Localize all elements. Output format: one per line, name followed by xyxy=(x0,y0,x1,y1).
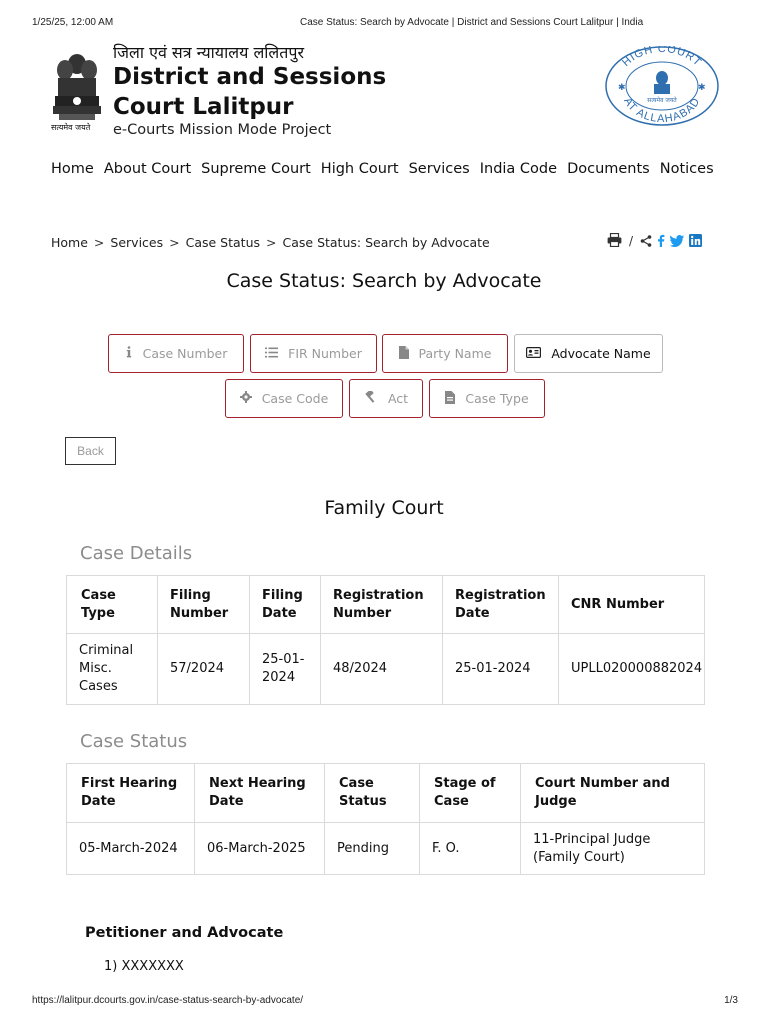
share-tools xyxy=(607,233,702,249)
breadcrumb-separator: > xyxy=(169,235,180,250)
breadcrumb-case-status[interactable]: Case Status xyxy=(185,235,261,250)
table-cell: Criminal Misc. Cases xyxy=(67,634,158,705)
column-header: Filing Date xyxy=(250,576,321,634)
gear-icon xyxy=(240,391,252,406)
case-status-table xyxy=(66,763,705,875)
print-date: 1/25/25, 12:00 AM xyxy=(32,17,114,28)
column-header: Registration Date xyxy=(443,576,559,634)
high-court-seal-logo xyxy=(604,46,720,126)
table-cell: F. O. xyxy=(420,823,521,875)
svg-text:✱: ✱ xyxy=(618,83,626,93)
gavel-icon xyxy=(364,391,378,406)
table-header-row xyxy=(67,764,705,823)
list-icon xyxy=(265,346,278,361)
column-header: First Hearing Date xyxy=(67,764,195,823)
tab-label: FIR Number xyxy=(288,346,362,361)
tab-advocate-name[interactable] xyxy=(514,334,663,373)
column-header: CNR Number xyxy=(559,576,705,634)
breadcrumb-separator: > xyxy=(266,235,277,250)
tab-case-number[interactable] xyxy=(108,334,244,373)
nav-about-court[interactable]: About Court xyxy=(103,161,192,177)
seal-motto: सत्यमेव जयते xyxy=(647,97,677,104)
column-header: Registration Number xyxy=(321,576,443,634)
share-slash: / xyxy=(629,234,634,248)
seal-text-bottom: AT ALLAHABAD xyxy=(621,95,703,126)
tab-party-name[interactable] xyxy=(382,334,508,373)
breadcrumb-services[interactable]: Services xyxy=(110,235,164,250)
tab-label: Case Type xyxy=(465,391,529,406)
document-icon xyxy=(445,391,455,407)
nav-supreme-court[interactable]: Supreme Court xyxy=(201,161,311,177)
table-cell: 25-01-2024 xyxy=(443,634,559,705)
table-header-row xyxy=(67,576,705,634)
print-header xyxy=(32,17,738,29)
breadcrumb-separator: > xyxy=(93,235,105,250)
tab-case-code[interactable] xyxy=(225,379,343,418)
column-header: Stage of Case xyxy=(420,764,521,823)
tab-label: Party Name xyxy=(418,346,492,361)
table-row xyxy=(67,634,705,705)
main-nav xyxy=(51,161,714,177)
court-title-hindi: जिला एवं सत्र न्यायालय ललितपुर xyxy=(113,43,305,62)
table-cell: 05-March-2024 xyxy=(67,823,195,875)
info-icon xyxy=(125,346,133,361)
nav-india-code[interactable]: India Code xyxy=(479,161,558,177)
print-doc-title: Case Status: Search by Advocate | District and Sessions Court Lalitpur | India xyxy=(300,17,644,28)
svg-text:HIGH COURT xyxy=(620,46,704,69)
case-details-table xyxy=(66,575,705,705)
tab-case-type[interactable] xyxy=(429,379,545,418)
tab-label: Case Code xyxy=(261,391,329,406)
petitioner-item: 1) XXXXXXX xyxy=(104,959,184,974)
table-cell: 48/2024 xyxy=(321,634,443,705)
nav-high-court[interactable]: High Court xyxy=(320,161,399,177)
back-button[interactable]: Back xyxy=(65,437,116,465)
column-header: Next Hearing Date xyxy=(195,764,325,823)
linkedin-icon[interactable] xyxy=(689,232,702,251)
court-title: District and Sessions Court Lalitpur xyxy=(113,64,387,120)
project-subtitle: e-Courts Mission Mode Project xyxy=(113,122,332,138)
breadcrumb-home[interactable]: Home xyxy=(51,235,88,250)
table-row xyxy=(67,823,705,875)
column-header: Filing Number xyxy=(158,576,250,634)
breadcrumb xyxy=(51,235,490,250)
file-icon xyxy=(399,346,409,362)
national-emblem-logo xyxy=(49,50,105,136)
seal-text-top: HIGH COURT xyxy=(620,46,704,70)
print-icon[interactable] xyxy=(607,232,622,251)
id-card-icon xyxy=(526,346,541,361)
table-cell: 11-Principal Judge (Family Court) xyxy=(521,823,705,875)
case-details-heading: Case Details xyxy=(80,543,193,564)
case-status-heading: Case Status xyxy=(80,731,188,752)
print-url: https://lalitpur.dcourts.gov.in/case-status-search-by-advocate/ xyxy=(32,995,304,1006)
tab-label: Case Number xyxy=(142,346,228,361)
twitter-icon[interactable] xyxy=(670,232,684,251)
court-name-heading: Family Court xyxy=(324,497,444,519)
svg-text:✱: ✱ xyxy=(698,83,706,93)
tab-label: Advocate Name xyxy=(551,346,651,361)
emblem-motto: सत्यमेव जयते xyxy=(51,123,91,132)
breadcrumb-current: Case Status: Search by Advocate xyxy=(282,235,490,250)
facebook-icon[interactable] xyxy=(657,232,665,251)
tab-label: Act xyxy=(387,391,409,406)
table-cell: 25-01-2024 xyxy=(250,634,321,705)
nav-home[interactable]: Home xyxy=(51,161,94,177)
table-cell: UPLL020000882024 xyxy=(559,634,705,705)
column-header: Court Number and Judge xyxy=(521,764,705,823)
nav-services[interactable]: Services xyxy=(408,161,470,177)
print-footer xyxy=(32,995,738,1007)
share-icon[interactable] xyxy=(640,232,652,251)
petitioner-heading: Petitioner and Advocate xyxy=(85,925,284,941)
column-header: Case Type xyxy=(67,576,158,634)
nav-notices[interactable]: Notices xyxy=(659,161,714,177)
column-header: Case Status xyxy=(325,764,420,823)
page-title: Case Status: Search by Advocate xyxy=(226,270,542,292)
table-cell: Pending xyxy=(325,823,420,875)
table-cell: 57/2024 xyxy=(158,634,250,705)
table-cell: 06-March-2025 xyxy=(195,823,325,875)
print-page-number: 1/3 xyxy=(724,995,738,1006)
nav-documents[interactable]: Documents xyxy=(567,161,650,177)
tab-act[interactable] xyxy=(349,379,423,418)
tab-fir-number[interactable] xyxy=(250,334,377,373)
